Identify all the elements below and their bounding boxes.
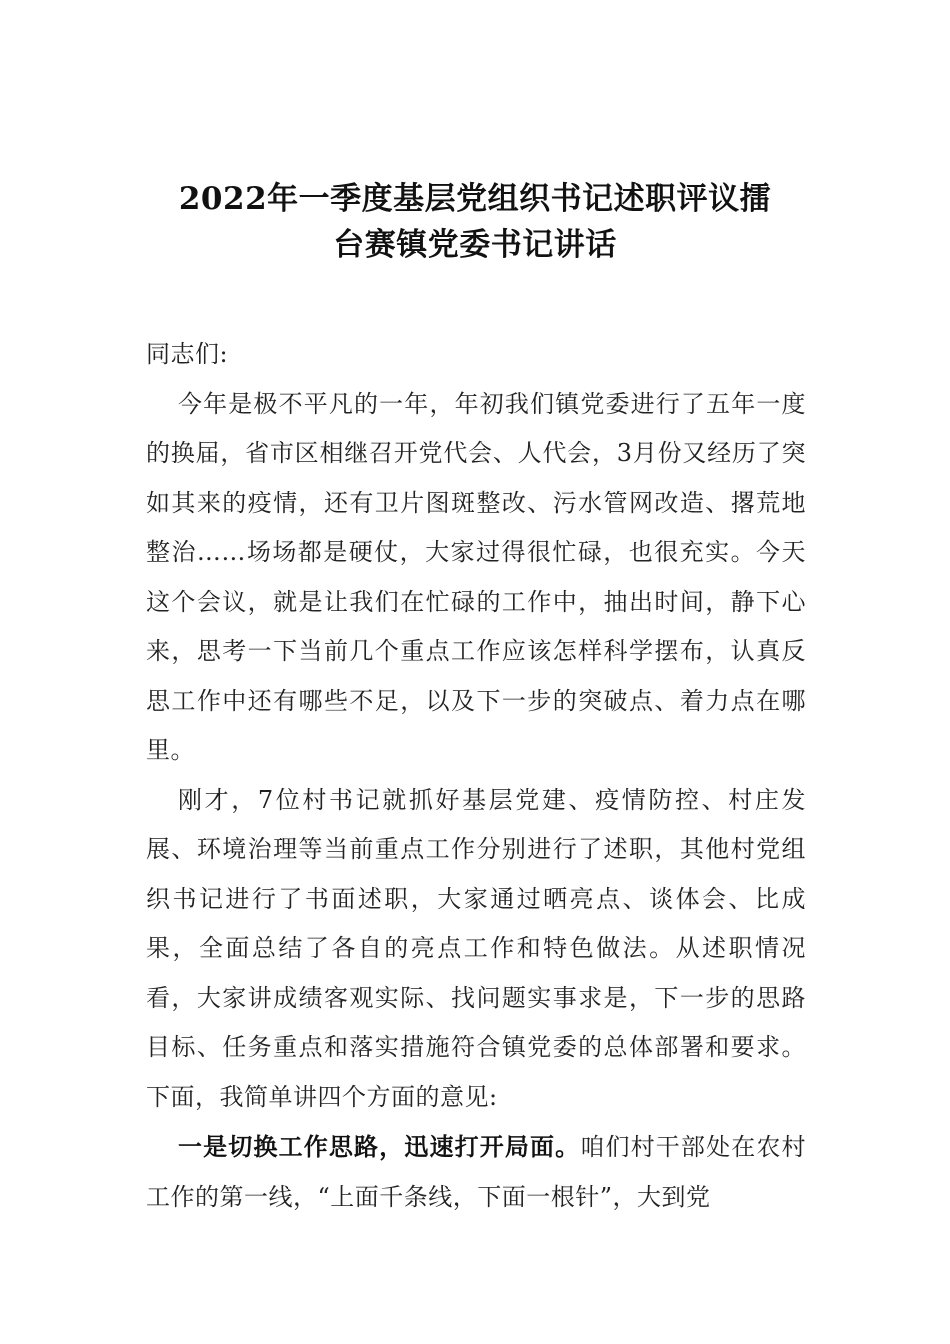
salutation: 同志们: xyxy=(146,340,229,368)
document-body xyxy=(146,330,806,1222)
paragraph-3-heading: 一是切换工作思路，迅速打开局面。 xyxy=(178,1132,581,1161)
paragraph-2: 刚才，7位村书记就抓好基层党建、疫情防控、村庄发展、环境治理等当前重点工作分别进行了述职，其他村党组织书记进行了书面述职，大家通过晒亮点、谈体会、比成果，全面总结了各自的亮点工作和特色做法。从述职情况看，大家讲成绩客观实际、找问题实事求是，下一步的思路目标、任务重点和落实措施符合镇党委的总体部署和要求。下面，我简单讲四个方面的意见: xyxy=(146,785,806,1111)
document-title xyxy=(140,176,810,268)
title-line-2: 台赛镇党委书记讲话 xyxy=(333,227,617,263)
title-line-1: 2022年一季度基层党组织书记述职评议擂 xyxy=(178,181,772,217)
paragraph-3-text: 咱们村干部处在农村工作的第一线，“上面千条线，下面一根针”，大到党 xyxy=(146,1133,807,1211)
paragraph-1: 今年是极不平凡的一年，年初我们镇党委进行了五年一度的换届，省市区相继召开党代会、人代会，3月份又经历了突如其来的疫情，还有卫片图斑整改、污水管网改造、撂荒地整治……场场都是硬仗，大家过得很忙碌，也很充实。今天这个会议，就是让我们在忙碌的工作中，抽出时间，静下心来，思考一下当前几个重点工作应该怎样科学摆布，认真反思工作中还有哪些不足，以及下一步的突破点、着力点在哪里。 xyxy=(146,389,806,764)
paragraph-3 xyxy=(146,1122,806,1222)
